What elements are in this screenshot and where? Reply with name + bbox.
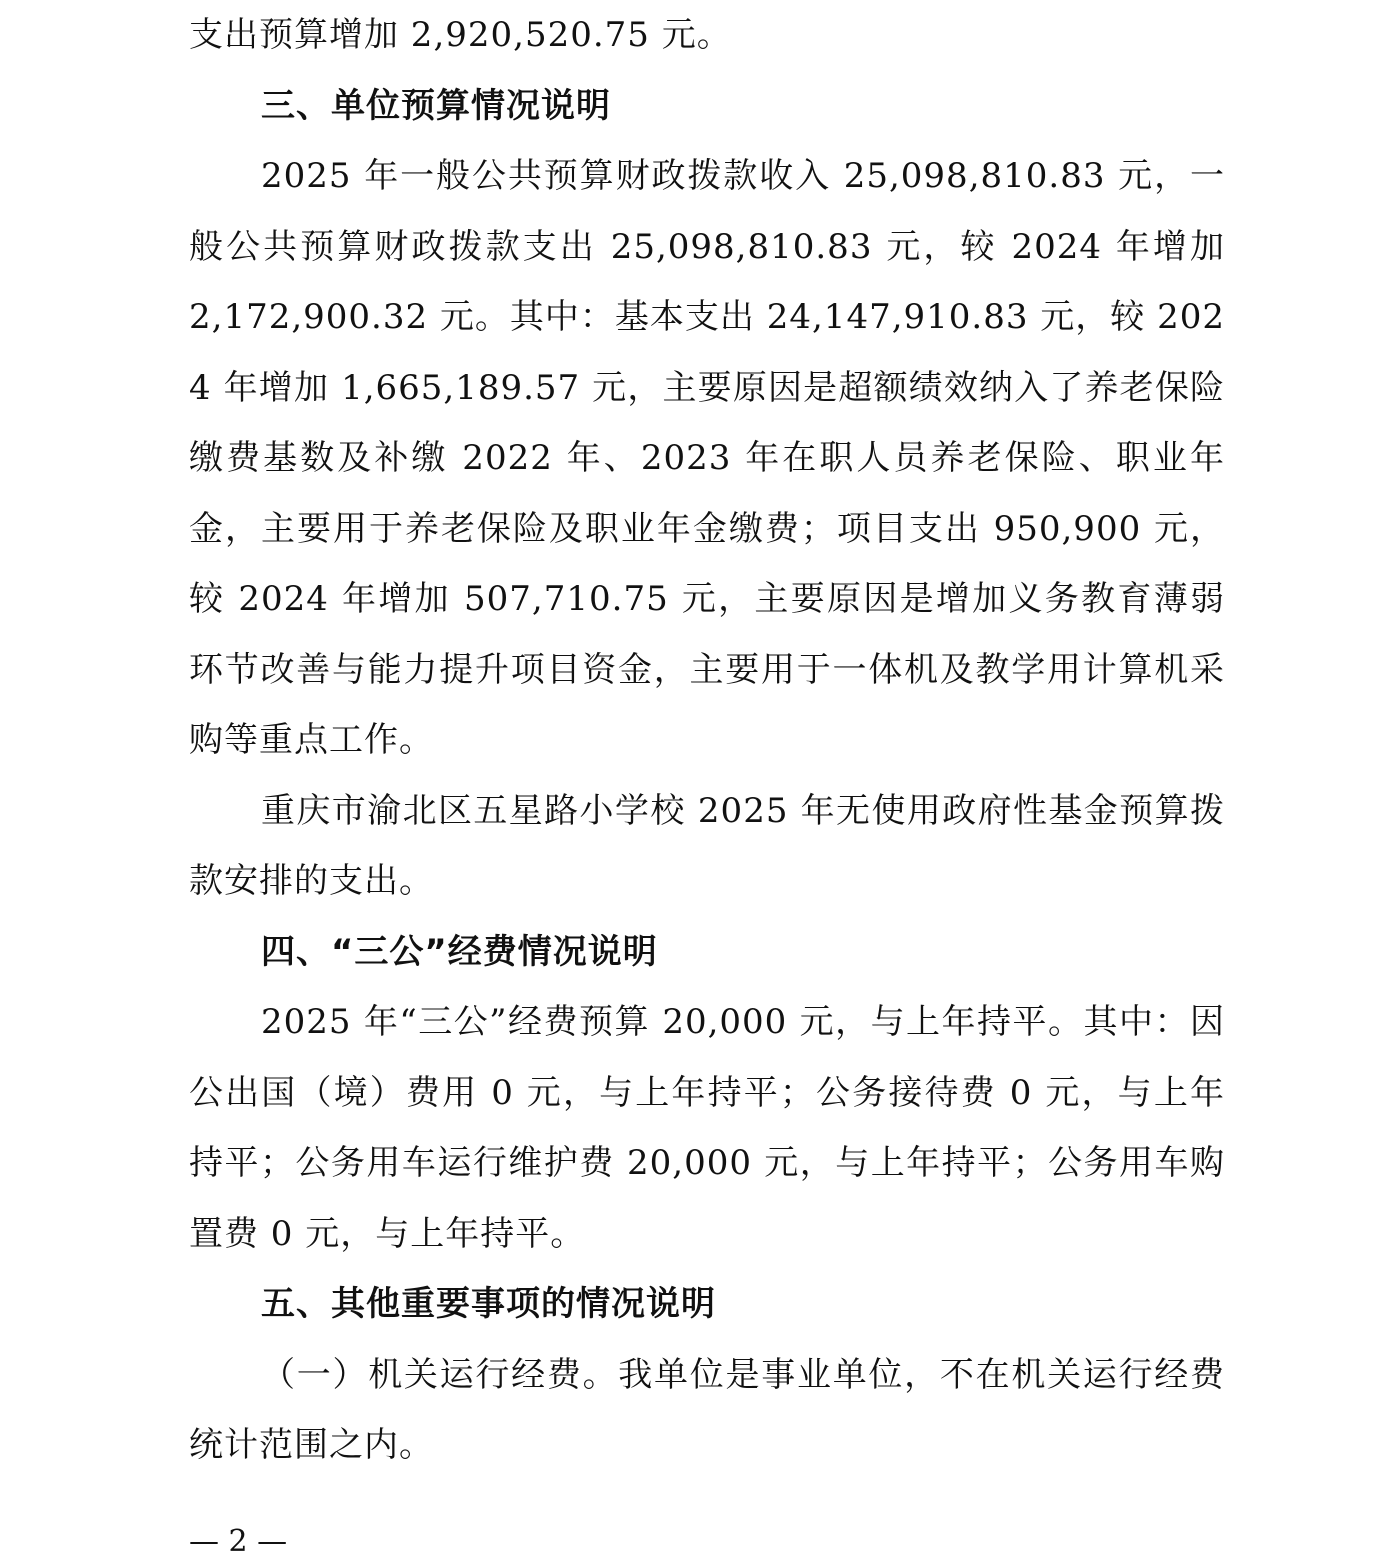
paragraph-three-public-budget: 2025 年“三公”经费预算 20,000 元，与上年持平。其中：因公出国（境）费用 0 元，与上年持平；公务接待费 0 元，与上年持平；公务用车运行维护费 20,000 元，与上年持平；公务用车购置费 0 元，与上年持平。	[189, 1002, 1225, 1254]
section-heading-three-public: 四、“三公”经费情况说明	[261, 931, 658, 972]
paragraph-general-budget: 2025 年一般公共预算财政拨款收入 25,098,810.83 元，一般公共预算财政拨款支出 25,098,810.83 元，较 2024 年增加 2,172,900.32 元。其中：基本支出 24,147,910.83 元，较 2024 年增加 1,665,189.57 元，主要原因是超额绩效纳入了养老保险缴费基数及补缴 2022 年、2023 年在职人员养老保险、职业年金，主要用于养老保险及职业年金缴费；项目支出 950,900 元，较 2024 年增加 507,710.75 元，主要原因是增加义务教育薄弱环节改善与能力提升项目资金，主要用于一体机及教学用计算机采购等重点工作。	[189, 156, 1225, 760]
section-heading-other-matters: 五、其他重要事项的情况说明	[261, 1284, 716, 1324]
paragraph-operating-expenses: （一）机关运行经费。我单位是事业单位，不在机关运行经费统计范围之内。	[189, 1354, 1225, 1465]
paragraph-budget-increase: 支出预算增加 2,920,520.75 元。	[189, 15, 732, 55]
document-body	[189, 0, 1225, 1481]
paragraph-government-fund: 重庆市渝北区五星路小学校 2025 年无使用政府性基金预算拨款安排的支出。	[189, 790, 1225, 901]
section-heading-unit-budget: 三、单位预算情况说明	[261, 85, 611, 126]
page-number: — 2 —	[189, 1524, 288, 1559]
